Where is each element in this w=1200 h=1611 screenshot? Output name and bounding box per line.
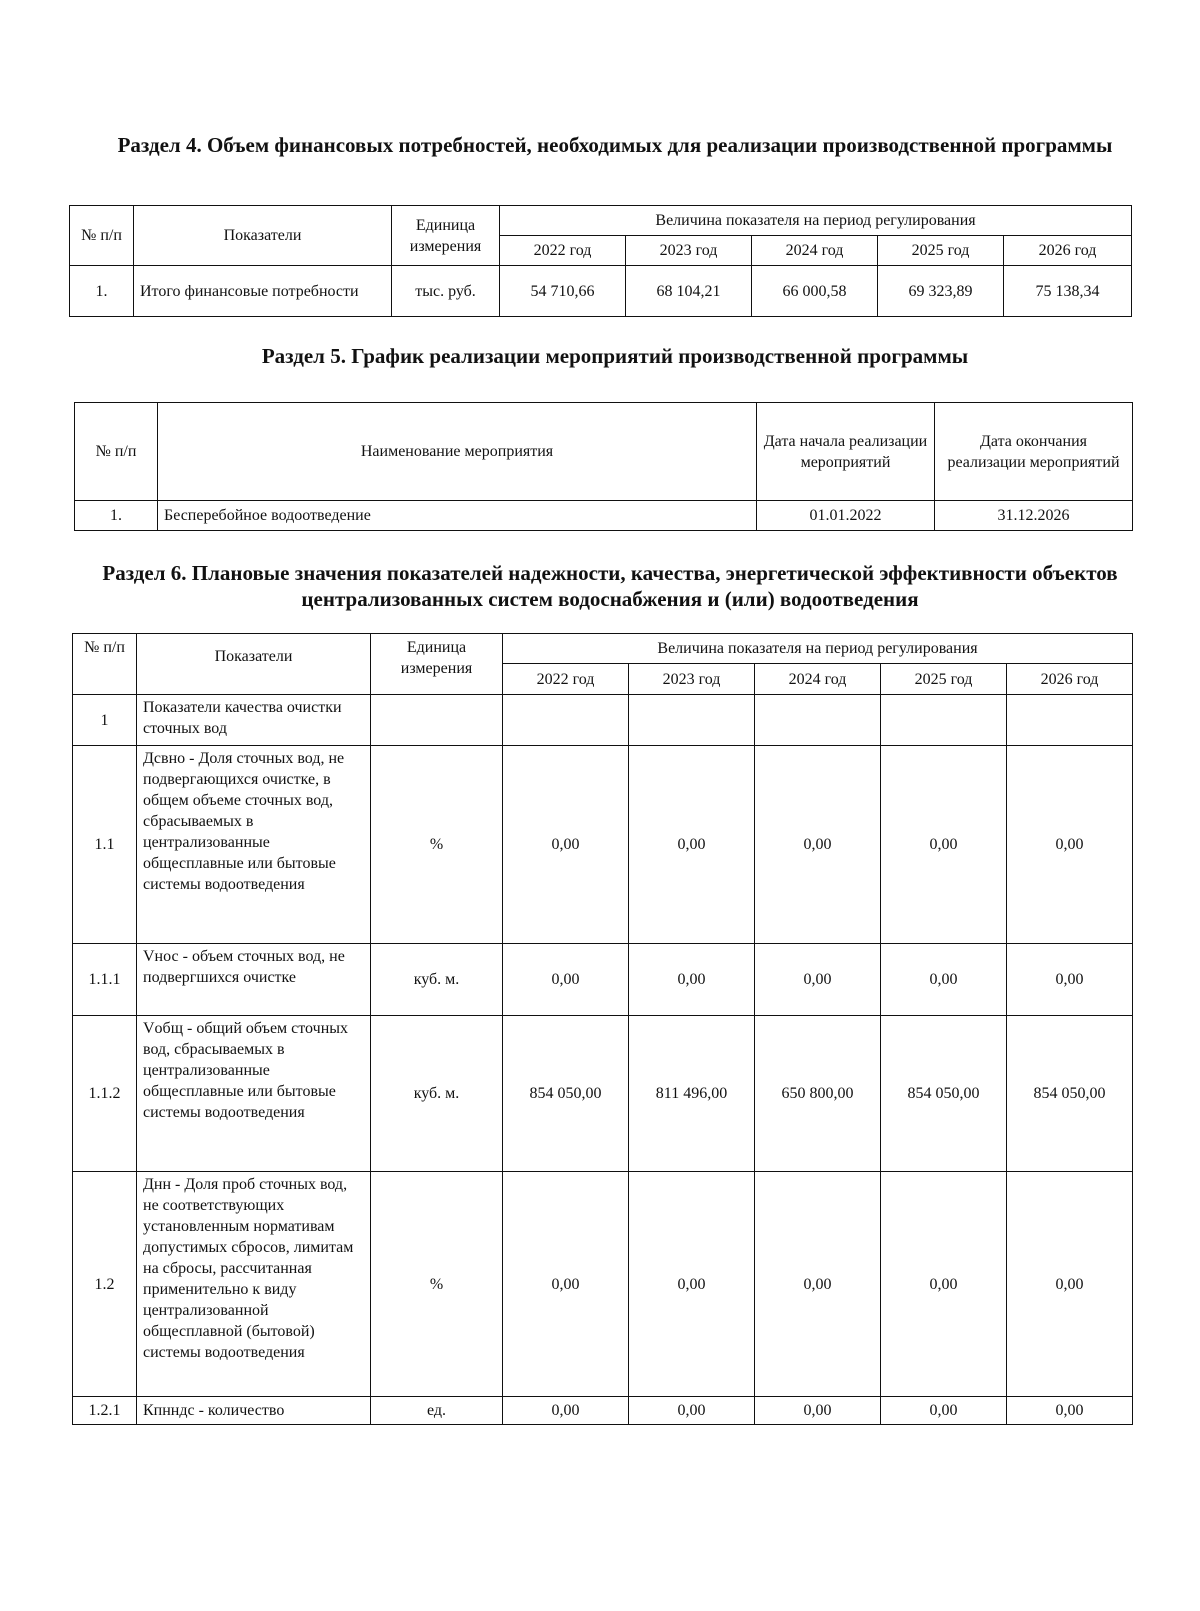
header-year: 2024 год [755, 664, 881, 695]
row-num: 1.1.1 [73, 944, 137, 1016]
row-indicator: Кпнндс - количество [137, 1397, 371, 1425]
header-num: № п/п [70, 206, 134, 266]
row-value: 0,00 [755, 1397, 881, 1425]
row-num: 1.2.1 [73, 1397, 137, 1425]
row-unit: % [371, 746, 503, 944]
row-start-date: 01.01.2022 [757, 501, 935, 531]
row-value: 0,00 [755, 944, 881, 1016]
header-unit: Единица измерения [371, 634, 503, 695]
header-indicator: Показатели [134, 206, 392, 266]
row-indicator: Vнос - объем сточных вод, не подвергшихся очистке [137, 944, 371, 1016]
row-num: 1.2 [73, 1172, 137, 1397]
row-value: 66 000,58 [752, 266, 878, 317]
table-row [70, 266, 1132, 317]
header-indicator: Показатели [137, 634, 371, 695]
header-year: 2026 год [1007, 664, 1133, 695]
table-row [73, 746, 1133, 944]
header-year: 2022 год [500, 236, 626, 266]
section-4-table [69, 205, 1132, 317]
row-unit: % [371, 1172, 503, 1397]
row-value: 0,00 [629, 944, 755, 1016]
row-value: 0,00 [755, 1172, 881, 1397]
row-value [629, 695, 755, 746]
table-row [75, 501, 1133, 531]
row-value: 0,00 [881, 944, 1007, 1016]
row-value: 0,00 [881, 1397, 1007, 1425]
header-year: 2025 год [881, 664, 1007, 695]
row-indicator: Итого финансовые потребности [134, 266, 392, 317]
header-num: № п/п [75, 403, 158, 501]
header-unit: Единица измерения [392, 206, 500, 266]
row-indicator: Днн - Доля проб сточных вод, не соответствующих установленным нормативам допустимых сбросов, лимитам на сбросы, рассчитанная применительно к виду централизованной общесплавной (бытовой) системы водоотведения [137, 1172, 371, 1397]
row-value: 69 323,89 [878, 266, 1004, 317]
row-value: 0,00 [629, 1397, 755, 1425]
header-year: 2023 год [626, 236, 752, 266]
header-year: 2024 год [752, 236, 878, 266]
header-year: 2025 год [878, 236, 1004, 266]
row-num: 1.1 [73, 746, 137, 944]
row-value: 0,00 [629, 746, 755, 944]
table-row [73, 1397, 1133, 1425]
header-end-date: Дата окончания реализации мероприятий [935, 403, 1133, 501]
header-year: 2026 год [1004, 236, 1132, 266]
row-value: 0,00 [881, 746, 1007, 944]
row-value: 0,00 [503, 1397, 629, 1425]
row-value: 0,00 [1007, 1397, 1133, 1425]
row-unit: ед. [371, 1397, 503, 1425]
row-unit: куб. м. [371, 944, 503, 1016]
header-start-date: Дата начала реализации мероприятий [757, 403, 935, 501]
row-num: 1. [75, 501, 158, 531]
row-value: 650 800,00 [755, 1016, 881, 1172]
row-value: 0,00 [503, 944, 629, 1016]
row-unit: куб. м. [371, 1016, 503, 1172]
header-year: 2022 год [503, 664, 629, 695]
table-row [73, 944, 1133, 1016]
row-value [881, 695, 1007, 746]
row-num: 1.1.2 [73, 1016, 137, 1172]
row-unit [371, 695, 503, 746]
row-value [755, 695, 881, 746]
row-value: 854 050,00 [881, 1016, 1007, 1172]
row-value: 0,00 [629, 1172, 755, 1397]
row-unit: тыс. руб. [392, 266, 500, 317]
row-value: 0,00 [503, 746, 629, 944]
header-name: Наименование мероприятия [158, 403, 757, 501]
section-6-table [72, 633, 1133, 1425]
row-value: 0,00 [881, 1172, 1007, 1397]
row-value [503, 695, 629, 746]
row-value: 0,00 [1007, 1172, 1133, 1397]
section-5-table [74, 402, 1133, 531]
table-row [73, 1016, 1133, 1172]
row-indicator: Vобщ - общий объем сточных вод, сбрасываемых в централизованные общесплавные или бытовые системы водоотведения [137, 1016, 371, 1172]
row-value: 0,00 [1007, 746, 1133, 944]
row-value: 854 050,00 [503, 1016, 629, 1172]
row-value [1007, 695, 1133, 746]
row-num: 1 [73, 695, 137, 746]
header-year: 2023 год [629, 664, 755, 695]
row-value: 0,00 [503, 1172, 629, 1397]
row-value: 854 050,00 [1007, 1016, 1133, 1172]
row-name: Бесперебойное водоотведение [158, 501, 757, 531]
row-value: 68 104,21 [626, 266, 752, 317]
header-value-group: Величина показателя на период регулирования [500, 206, 1132, 236]
section-4-title: Раздел 4. Объем финансовых потребностей, необходимых для реализации производственной программы [117, 133, 1113, 157]
row-value: 75 138,34 [1004, 266, 1132, 317]
row-value: 811 496,00 [629, 1016, 755, 1172]
row-end-date: 31.12.2026 [935, 501, 1133, 531]
header-value-group: Величина показателя на период регулирования [503, 634, 1133, 664]
row-indicator: Показатели качества очистки сточных вод [137, 695, 371, 746]
section-5-title: Раздел 5. График реализации мероприятий производственной программы [261, 344, 969, 368]
row-value: 0,00 [755, 746, 881, 944]
table-row [73, 1172, 1133, 1397]
section-6-title: Раздел 6. Плановые значения показателей надежности, качества, энергетической эффективности объектов централизованных систем водоснабжения и (или) водоотведения [102, 561, 1118, 611]
header-num: № п/п [73, 634, 137, 695]
row-num: 1. [70, 266, 134, 317]
row-value: 0,00 [1007, 944, 1133, 1016]
row-value: 54 710,66 [500, 266, 626, 317]
table-row [73, 695, 1133, 746]
row-indicator: Дсвно - Доля сточных вод, не подвергающихся очистке, в общем объеме сточных вод, сбрасываемых в централизованные общесплавные или бытовые системы водоотведения [137, 746, 371, 944]
